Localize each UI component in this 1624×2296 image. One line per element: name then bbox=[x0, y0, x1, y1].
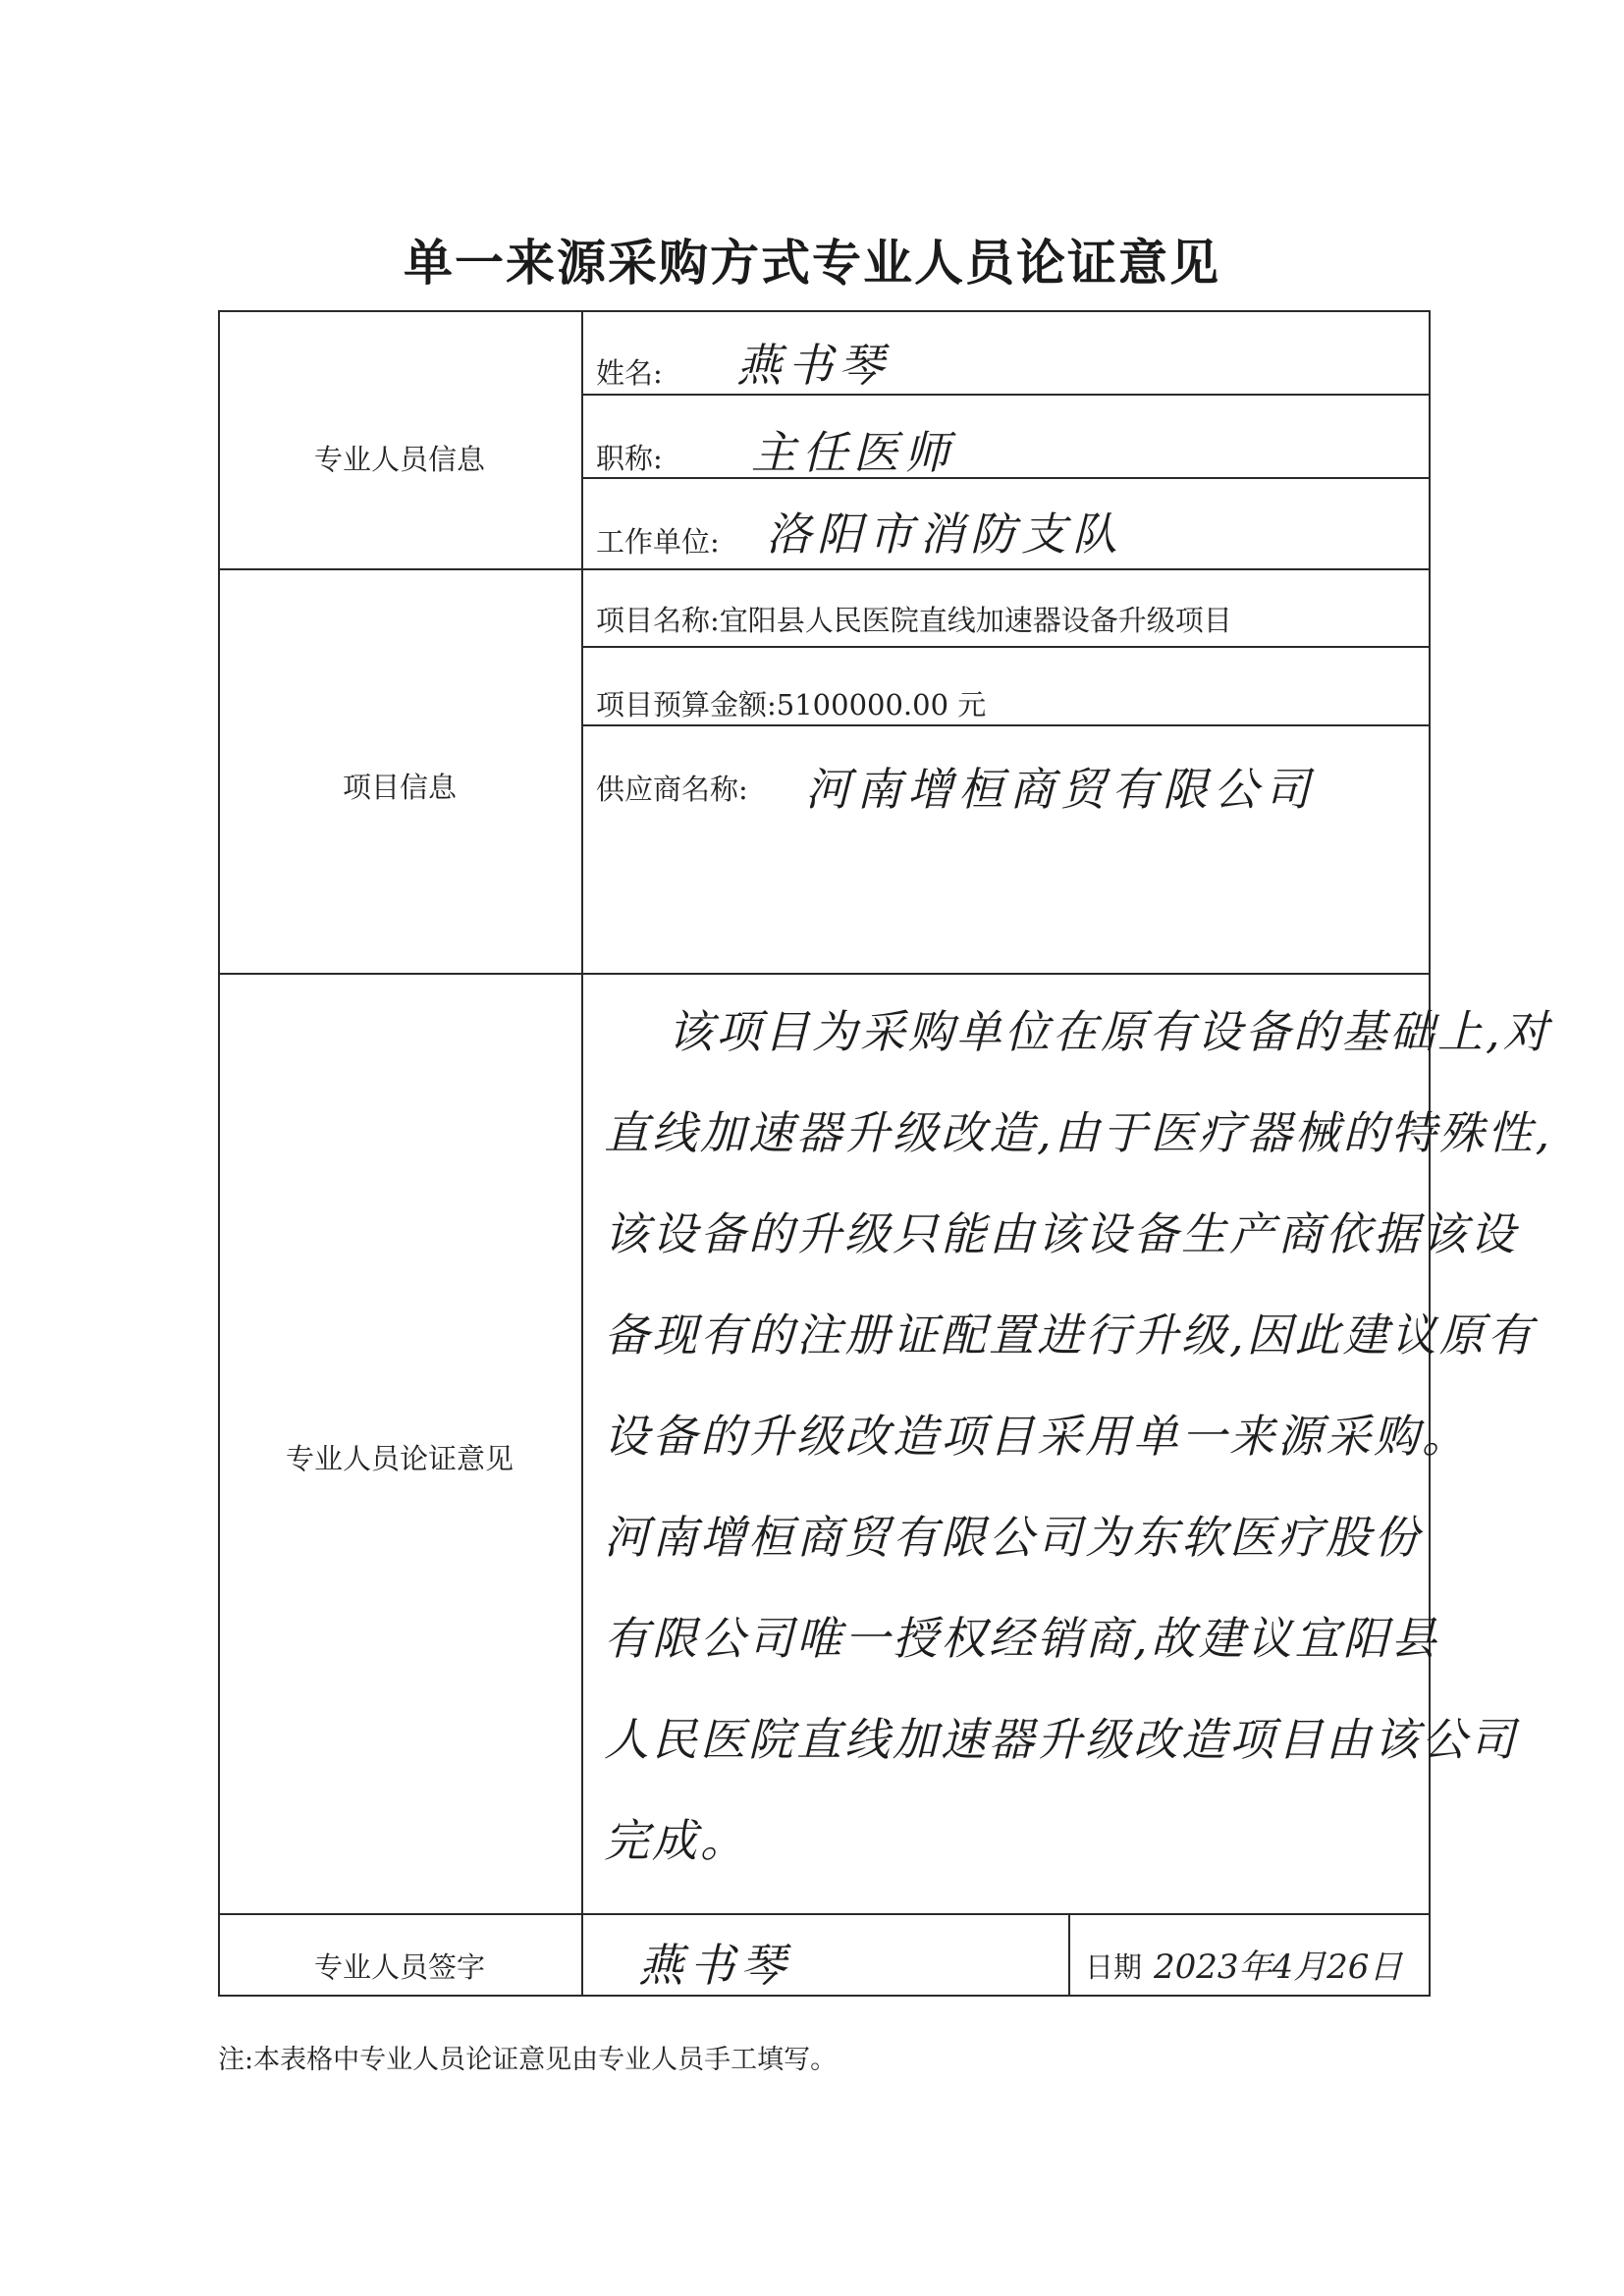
opinion-line: 人民医院直线加速器升级改造项目由该公司 bbox=[604, 1713, 1518, 1766]
project-budget: 项目预算金额:5100000.00 元 bbox=[596, 688, 987, 721]
date-label: 日期 bbox=[1085, 1950, 1143, 1984]
page-title: 单一来源采购方式专业人员论证意见 bbox=[404, 235, 1220, 292]
supplier-label: 供应商名称: bbox=[596, 773, 748, 806]
opinion-line: 该项目为采购单位在原有设备的基础上,对 bbox=[668, 1005, 1551, 1058]
project-info-label: 项目信息 bbox=[342, 771, 457, 804]
divider bbox=[581, 310, 583, 1997]
divider bbox=[581, 477, 1431, 479]
divider bbox=[581, 724, 1431, 726]
divider bbox=[218, 568, 1431, 570]
opinion-line: 有限公司唯一授权经销商,故建议宜阳县 bbox=[604, 1612, 1439, 1665]
opinion-line: 该设备的升级只能由该设备生产商依据该设 bbox=[604, 1207, 1518, 1260]
date-value: 2023年4月26日 bbox=[1154, 1948, 1403, 1987]
footnote: 注:本表格中专业人员论证意见由专业人员手工填写。 bbox=[218, 2045, 838, 2075]
employer-label: 工作单位: bbox=[596, 525, 720, 559]
project-name: 项目名称:宜阳县人民医院直线加速器设备升级项目 bbox=[596, 604, 1232, 637]
divider bbox=[218, 1913, 1431, 1915]
signature-label: 专业人员签字 bbox=[313, 1950, 485, 1984]
employer-value: 洛阳市消防支队 bbox=[766, 507, 1123, 561]
job-title-label: 职称: bbox=[596, 442, 663, 475]
supplier-value: 河南增桓商贸有限公司 bbox=[805, 763, 1316, 816]
divider bbox=[1068, 1913, 1070, 1997]
opinion-line: 直线加速器升级改造,由于医疗器械的特殊性, bbox=[604, 1106, 1553, 1159]
divider bbox=[218, 973, 1431, 975]
opinion-line: 备现有的注册证配置进行升级,因此建议原有 bbox=[604, 1308, 1536, 1362]
name-label: 姓名: bbox=[596, 356, 663, 390]
opinion-label: 专业人员论证意见 bbox=[285, 1442, 514, 1475]
opinion-line: 设备的升级改造项目采用单一来源采购。 bbox=[604, 1410, 1470, 1463]
expert-info-label: 专业人员信息 bbox=[313, 443, 485, 476]
divider bbox=[581, 646, 1431, 648]
job-title-value: 主任医师 bbox=[751, 426, 955, 479]
opinion-line: 河南增桓商贸有限公司为东软医疗股份 bbox=[604, 1511, 1422, 1564]
divider bbox=[581, 394, 1431, 396]
name-value: 燕书琴 bbox=[736, 339, 890, 392]
signature-value: 燕书琴 bbox=[638, 1939, 791, 1992]
opinion-line: 完成。 bbox=[604, 1814, 748, 1867]
